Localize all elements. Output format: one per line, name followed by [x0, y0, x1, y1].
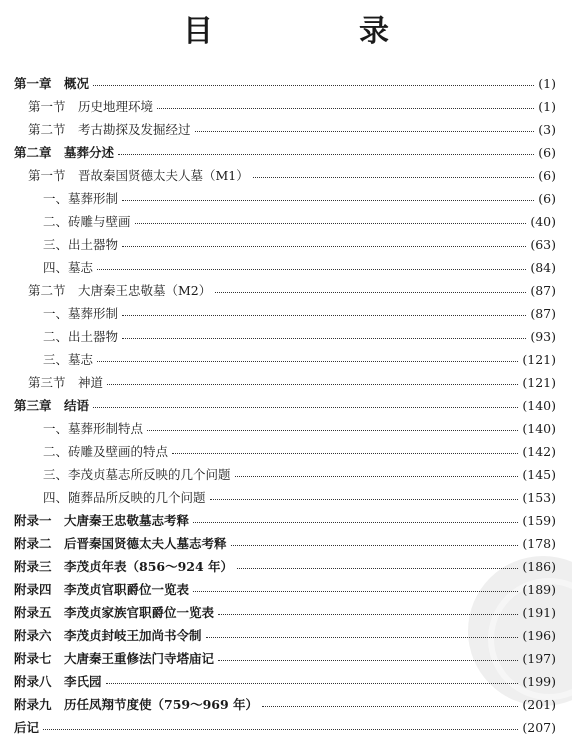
toc-entry-page: (6): [538, 167, 556, 183]
toc-entry-page: (93): [530, 328, 556, 344]
toc-entry-label: 后记: [14, 720, 40, 735]
toc-entry: [28, 372, 556, 392]
dot-leader: [253, 176, 535, 178]
toc-entry-page: (121): [522, 374, 556, 390]
toc-entry-page: (63): [530, 236, 556, 252]
toc-entry-label: 四、墓志: [43, 260, 94, 275]
toc-entry: [43, 211, 556, 231]
dot-leader: [237, 567, 518, 569]
dot-leader: [262, 705, 518, 707]
toc-entry-page: (1): [538, 75, 556, 91]
dot-leader: [218, 659, 518, 661]
toc-entry-page: (145): [522, 466, 556, 482]
toc-entry-label: 第三节 神道: [28, 375, 104, 390]
toc-entry-label: 一、墓葬形制特点: [43, 421, 144, 436]
toc-entry: [14, 395, 556, 415]
toc-entry: [14, 142, 556, 162]
toc-entry: [14, 533, 556, 553]
toc-entry-page: (1): [538, 98, 556, 114]
toc-entry: [43, 257, 556, 277]
dot-leader: [215, 291, 526, 293]
toc-entry-label: 第一节 历史地理环境: [28, 99, 154, 114]
toc-entry: [14, 579, 556, 599]
toc-entry-page: (121): [522, 351, 556, 367]
dot-leader: [122, 314, 526, 316]
toc-entry-label: 附录七 大唐秦王重修法门寺塔庙记: [14, 651, 215, 666]
toc-entry-page: (87): [530, 305, 556, 321]
dot-leader: [97, 268, 526, 270]
toc-entry: [43, 464, 556, 484]
dot-leader: [195, 130, 535, 132]
dot-leader: [218, 613, 518, 615]
toc-entry-label: 附录四 李茂贞官职爵位一览表: [14, 582, 190, 597]
dot-leader: [172, 452, 518, 454]
toc-entry-page: (159): [522, 512, 556, 528]
toc-entry: [14, 694, 556, 714]
dot-leader: [93, 84, 534, 86]
dot-leader: [43, 728, 518, 730]
toc-entry-page: (197): [522, 650, 556, 666]
toc-entry-label: 附录八 李氏园: [14, 674, 102, 689]
toc-entry: [14, 602, 556, 622]
toc-entry-label: 第一节 晋故秦国贤德太夫人墓（M1）: [28, 168, 249, 183]
dot-leader: [118, 153, 534, 155]
toc-entry: [43, 487, 556, 507]
dot-leader: [235, 475, 519, 477]
page-title: 目 录: [183, 14, 447, 49]
toc-entry: [28, 165, 556, 185]
toc-entry-label: 二、砖雕及壁画的特点: [43, 444, 169, 459]
toc-entry-page: (87): [530, 282, 556, 298]
toc-entry: [28, 280, 556, 300]
toc-entry-label: 附录五 李茂贞家族官职爵位一览表: [14, 605, 215, 620]
toc-entry-page: (153): [522, 489, 556, 505]
dot-leader: [157, 107, 534, 109]
toc-entry: [14, 625, 556, 645]
toc-entry: [14, 648, 556, 668]
toc-entry: [14, 717, 556, 737]
toc-entry: [43, 326, 556, 346]
toc-entry-page: (196): [522, 627, 556, 643]
toc-entry-page: (84): [530, 259, 556, 275]
dot-leader: [97, 360, 518, 362]
toc-entry: [14, 671, 556, 691]
toc-entry-label: 三、出土器物: [43, 237, 119, 252]
dot-leader: [231, 544, 519, 546]
toc-entry-label: 附录二 后晋秦国贤德太夫人墓志考释: [14, 536, 227, 551]
dot-leader: [107, 383, 518, 385]
toc-entry: [43, 418, 556, 438]
toc-entry: [14, 73, 556, 93]
toc-entry: [28, 119, 556, 139]
toc-entry-label: 附录九 历任凤翔节度使（759～969 年）: [14, 697, 259, 712]
toc-entry-label: 一、墓葬形制: [43, 306, 119, 321]
toc-entry-label: 二、出土器物: [43, 329, 119, 344]
toc-entry-label: 第二节 考古勘探及发掘经过: [28, 122, 191, 137]
dot-leader: [122, 199, 534, 201]
toc-entry-page: (40): [530, 213, 556, 229]
dot-leader: [210, 498, 519, 500]
toc-entry: [14, 556, 556, 576]
toc-entry-page: (199): [522, 673, 556, 689]
dot-leader: [122, 337, 526, 339]
toc-entry-label: 三、李茂贞墓志所反映的几个问题: [43, 467, 231, 482]
toc-entry-page: (140): [522, 397, 556, 413]
toc-entry-label: 第三章 结语: [14, 398, 90, 413]
toc-entry-page: (207): [522, 719, 556, 735]
toc-entry-page: (201): [522, 696, 556, 712]
toc-entry-label: 附录三 李茂贞年表（856～924 年）: [14, 559, 234, 574]
dot-leader: [193, 590, 518, 592]
toc-entry-label: 附录六 李茂贞封岐王加尚书令制: [14, 628, 202, 643]
toc-entry-label: 四、随葬品所反映的几个问题: [43, 490, 206, 505]
toc-entry-page: (191): [522, 604, 556, 620]
dot-leader: [193, 521, 518, 523]
toc-entry: [43, 349, 556, 369]
toc-entry-label: 第一章 概况: [14, 76, 90, 91]
dot-leader: [147, 429, 518, 431]
toc-entry-label: 附录一 大唐秦王忠敬墓志考释: [14, 513, 190, 528]
toc-entry-page: (189): [522, 581, 556, 597]
toc-entry: [43, 188, 556, 208]
dot-leader: [122, 245, 526, 247]
toc-entry-page: (178): [522, 535, 556, 551]
toc-entry: [28, 96, 556, 116]
dot-leader: [206, 636, 519, 638]
toc-entry-label: 三、墓志: [43, 352, 94, 367]
toc-entry-label: 二、砖雕与壁画: [43, 214, 131, 229]
dot-leader: [135, 222, 527, 224]
toc-entry: [43, 441, 556, 461]
dot-leader: [93, 406, 518, 408]
toc-entry-page: (6): [538, 144, 556, 160]
toc-entry: [43, 303, 556, 323]
toc-entry-label: 第二章 墓葬分述: [14, 145, 115, 160]
toc-entry: [14, 510, 556, 530]
toc-entry-label: 第二节 大唐秦王忠敬墓（M2）: [28, 283, 212, 298]
toc-entry: [43, 234, 556, 254]
toc-entry-page: (140): [522, 420, 556, 436]
toc-entry-page: (3): [538, 121, 556, 137]
toc-entry-page: (142): [522, 443, 556, 459]
dot-leader: [106, 682, 519, 684]
toc-entry-page: (6): [538, 190, 556, 206]
toc-entry-page: (186): [522, 558, 556, 574]
toc-entry-label: 一、墓葬形制: [43, 191, 119, 206]
